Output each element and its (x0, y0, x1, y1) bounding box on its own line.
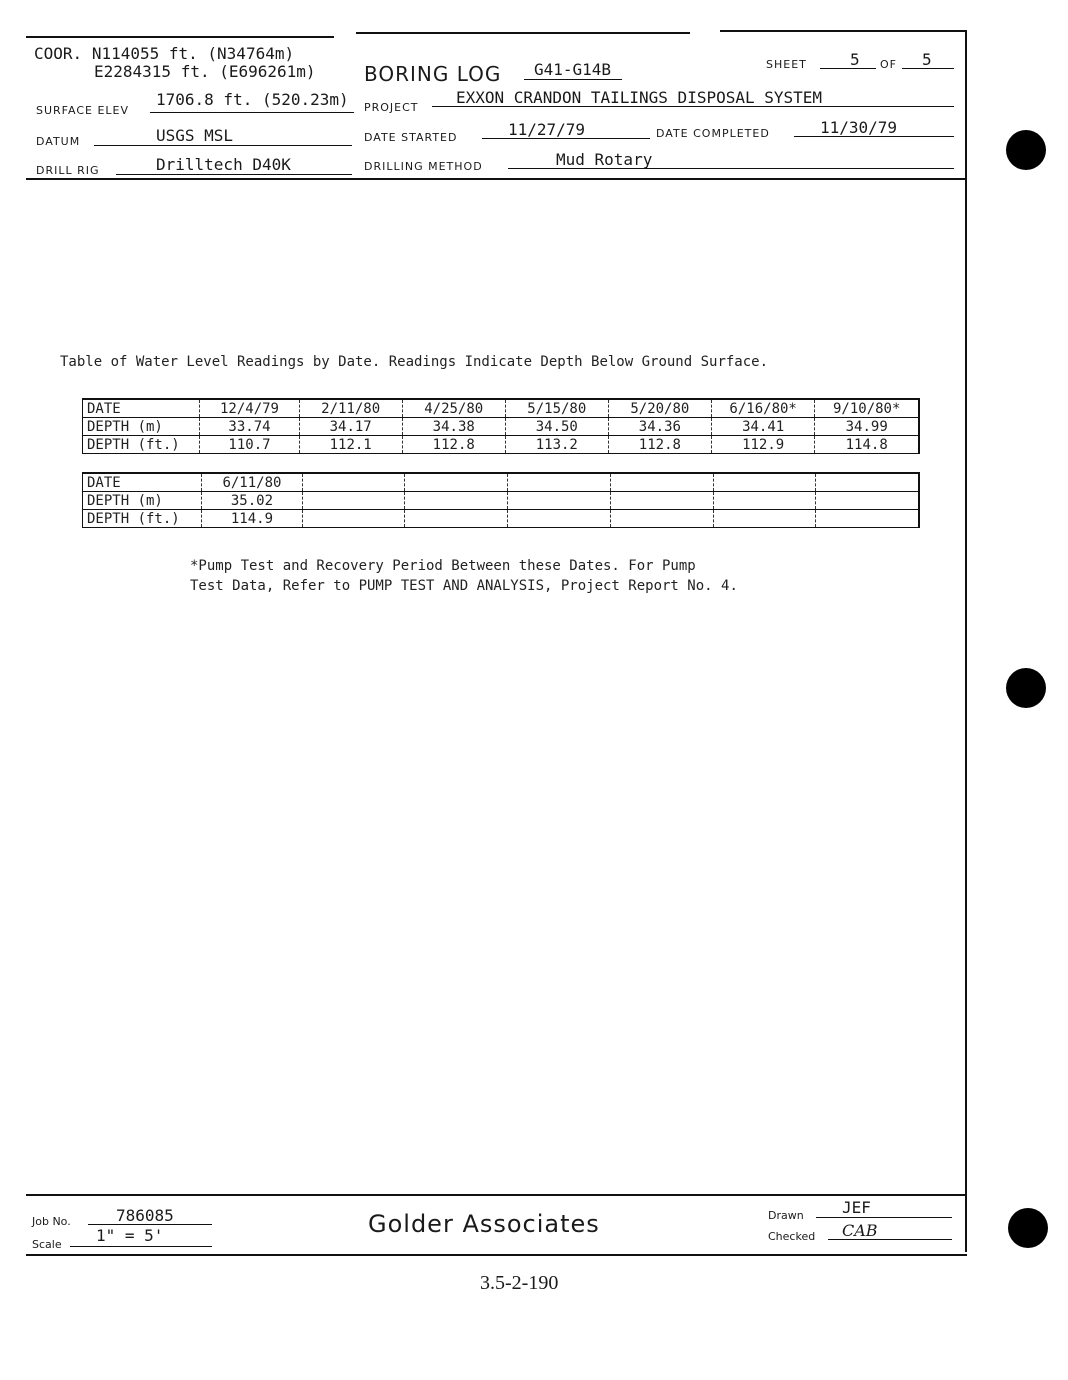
table-cell: 114.8 (815, 436, 919, 454)
table-cell (816, 473, 919, 492)
datum-line (94, 145, 352, 146)
drill-rig-line (116, 174, 352, 175)
scale-line (70, 1246, 212, 1247)
job-no-label: Job No. (32, 1215, 71, 1228)
boring-id: G41-G14B (534, 60, 612, 79)
table-cell: 110.7 (200, 436, 299, 454)
date-completed-value: 11/30/79 (820, 118, 898, 137)
table-cell: 112.8 (608, 436, 711, 454)
project-label: PROJECT (364, 101, 419, 114)
date-completed-label: DATE COMPLETED (656, 127, 770, 140)
table-row (83, 418, 920, 436)
punch-hole-top (1006, 130, 1046, 170)
page-number: 3.5-2-190 (480, 1272, 559, 1294)
surface-elev-value: 1706.8 ft. (520.23m) (156, 90, 349, 109)
date-started-line (482, 138, 650, 139)
sheet-number: 5 (850, 50, 860, 69)
header-bottom-rule (26, 178, 967, 180)
table-cell (713, 510, 816, 528)
coor-north: N114055 ft. (N34764m) (91, 44, 295, 63)
project-value: EXXON CRANDON TAILINGS DISPOSAL SYSTEM (456, 88, 823, 107)
table-row (83, 436, 920, 454)
table-cell: 112.8 (402, 436, 505, 454)
job-no-line (88, 1224, 212, 1225)
drawn-line (816, 1217, 952, 1218)
table-cell: 113.2 (505, 436, 608, 454)
table-cell (816, 492, 919, 510)
table-cell: 35.02 (202, 492, 302, 510)
table-cell: 6/16/80* (711, 399, 815, 418)
checked-line (828, 1239, 952, 1240)
table-cell: 9/10/80* (815, 399, 919, 418)
company-name: Golder Associates (368, 1210, 600, 1238)
top-rule-right (720, 30, 966, 32)
top-rule-left (26, 36, 334, 38)
table-cell (610, 492, 713, 510)
drill-rig-value: Drilltech D40K (156, 155, 291, 174)
table-cell: 4/25/80 (402, 399, 505, 418)
coordinates (34, 44, 294, 63)
row-header-cell: DATE (83, 399, 200, 418)
row-header-cell: DEPTH (ft.) (83, 510, 202, 528)
water-level-table-1 (82, 398, 920, 454)
datum-label: DATUM (36, 135, 81, 148)
project-line (432, 106, 954, 107)
table-cell (713, 473, 816, 492)
table-cell: 6/11/80 (202, 473, 302, 492)
table-cell: 34.99 (815, 418, 919, 436)
sheet-label: SHEET (766, 58, 807, 71)
table-cell: 12/4/79 (200, 399, 299, 418)
table-cell (302, 473, 405, 492)
table-cell (405, 510, 508, 528)
checked-signature: CAB (842, 1221, 878, 1240)
table-cell: 112.1 (299, 436, 402, 454)
table-cell (508, 473, 611, 492)
table-cell (610, 473, 713, 492)
row-header-cell: DEPTH (m) (83, 492, 202, 510)
table-row (83, 473, 920, 492)
table-cell (405, 492, 508, 510)
table-intro: Table of Water Level Readings by Date. Readings Indicate Depth Below Ground Surface. (60, 354, 769, 370)
table-cell: 34.38 (402, 418, 505, 436)
table-cell: 34.36 (608, 418, 711, 436)
table-row (83, 510, 920, 528)
sheet-number-line (820, 68, 876, 69)
table-cell: 33.74 (200, 418, 299, 436)
of-label: OF (880, 58, 897, 71)
right-border (965, 30, 967, 1252)
table-cell: 114.9 (202, 510, 302, 528)
table-cell: 2/11/80 (299, 399, 402, 418)
footer-top-rule (26, 1194, 967, 1196)
table-cell: 34.17 (299, 418, 402, 436)
coor-east: E2284315 ft. (E696261m) (94, 62, 316, 81)
date-started-value: 11/27/79 (508, 120, 586, 139)
table-cell: 5/15/80 (505, 399, 608, 418)
table-cell: 112.9 (711, 436, 815, 454)
scale-value: 1" = 5' (96, 1226, 164, 1245)
sheet-total-line (902, 68, 954, 69)
punch-hole-bottom (1008, 1208, 1048, 1248)
sheet-total: 5 (922, 50, 932, 69)
datum-value: USGS MSL (156, 126, 234, 145)
row-header-cell: DATE (83, 473, 202, 492)
pump-test-note-1: *Pump Test and Recovery Period Between these Dates. For Pump (190, 558, 696, 574)
table-row (83, 492, 920, 510)
pump-test-note-2: Test Data, Refer to PUMP TEST AND ANALYSIS, Project Report No. 4. (190, 578, 738, 594)
table-cell: 34.41 (711, 418, 815, 436)
scale-label: Scale (32, 1238, 62, 1251)
table-cell (302, 492, 405, 510)
table-cell (405, 473, 508, 492)
surface-elev-line (150, 112, 354, 113)
table-cell: 5/20/80 (608, 399, 711, 418)
table-cell: 34.50 (505, 418, 608, 436)
drawn-value: JEF (842, 1198, 871, 1217)
row-header-cell: DEPTH (ft.) (83, 436, 200, 454)
checked-label: Checked (768, 1230, 816, 1243)
surface-elev-label: SURFACE ELEV (36, 104, 130, 117)
punch-hole-middle (1006, 668, 1046, 708)
boring-id-line (524, 79, 622, 80)
job-no-value: 786085 (116, 1206, 174, 1225)
footer-bottom-rule (26, 1254, 967, 1256)
date-started-label: DATE STARTED (364, 131, 458, 144)
table-row (83, 399, 920, 418)
date-completed-line (794, 136, 954, 137)
table-cell (508, 510, 611, 528)
drill-rig-label: DRILL RIG (36, 164, 100, 177)
drilling-method-line (508, 168, 954, 169)
boring-log-title: BORING LOG (364, 62, 502, 86)
water-level-table-2 (82, 472, 920, 528)
table-cell (508, 492, 611, 510)
drilling-method-value: Mud Rotary (556, 150, 653, 169)
table-cell (302, 510, 405, 528)
row-header-cell: DEPTH (m) (83, 418, 200, 436)
drawn-label: Drawn (768, 1209, 804, 1222)
table-cell (816, 510, 919, 528)
drilling-method-label: DRILLING METHOD (364, 160, 483, 173)
top-rule-mid (356, 32, 690, 34)
coor-label: COOR. (34, 44, 83, 63)
table-cell (610, 510, 713, 528)
table-cell (713, 492, 816, 510)
